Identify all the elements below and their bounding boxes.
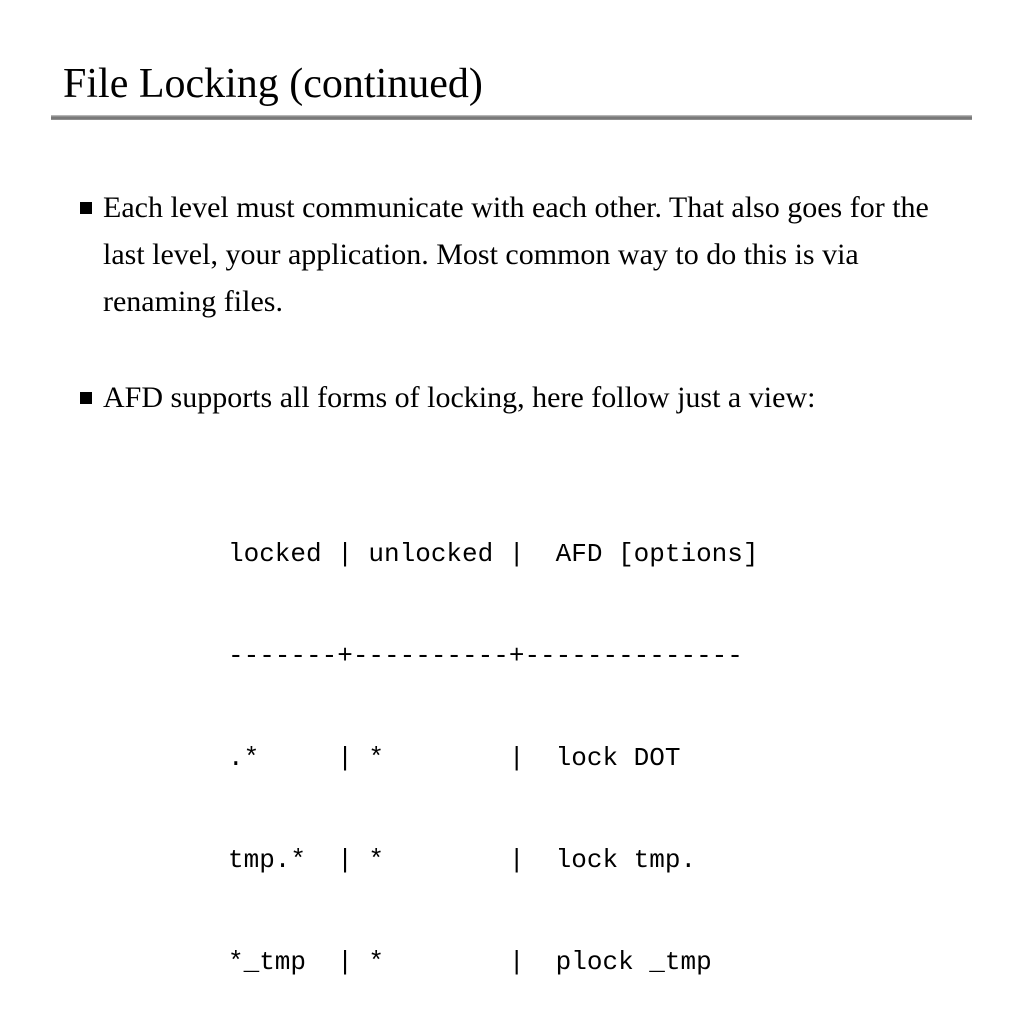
- square-bullet-icon: [80, 392, 92, 404]
- table-row: *_tmp | * | plock _tmp: [228, 947, 712, 977]
- title-divider: [51, 115, 972, 120]
- bullet-text: Each level must communicate with each other. That also goes for the last level, your application. Most common way to do this is via renaming files.: [103, 191, 929, 318]
- square-bullet-icon: [80, 202, 92, 214]
- bullet-item: [80, 374, 950, 421]
- table-row: .* | * | lock DOT: [228, 743, 681, 773]
- slide-title: File Locking (continued): [63, 61, 483, 107]
- table-separator-row: -------+----------+--------------: [228, 641, 743, 671]
- table-header-row: locked | unlocked | AFD [options]: [228, 539, 759, 569]
- table-row: tmp.* | * | lock tmp.: [228, 845, 697, 875]
- bullet-item: [80, 184, 950, 325]
- bullet-text: AFD supports all forms of locking, here follow just a view:: [103, 381, 816, 414]
- locking-options-table: [228, 469, 759, 1013]
